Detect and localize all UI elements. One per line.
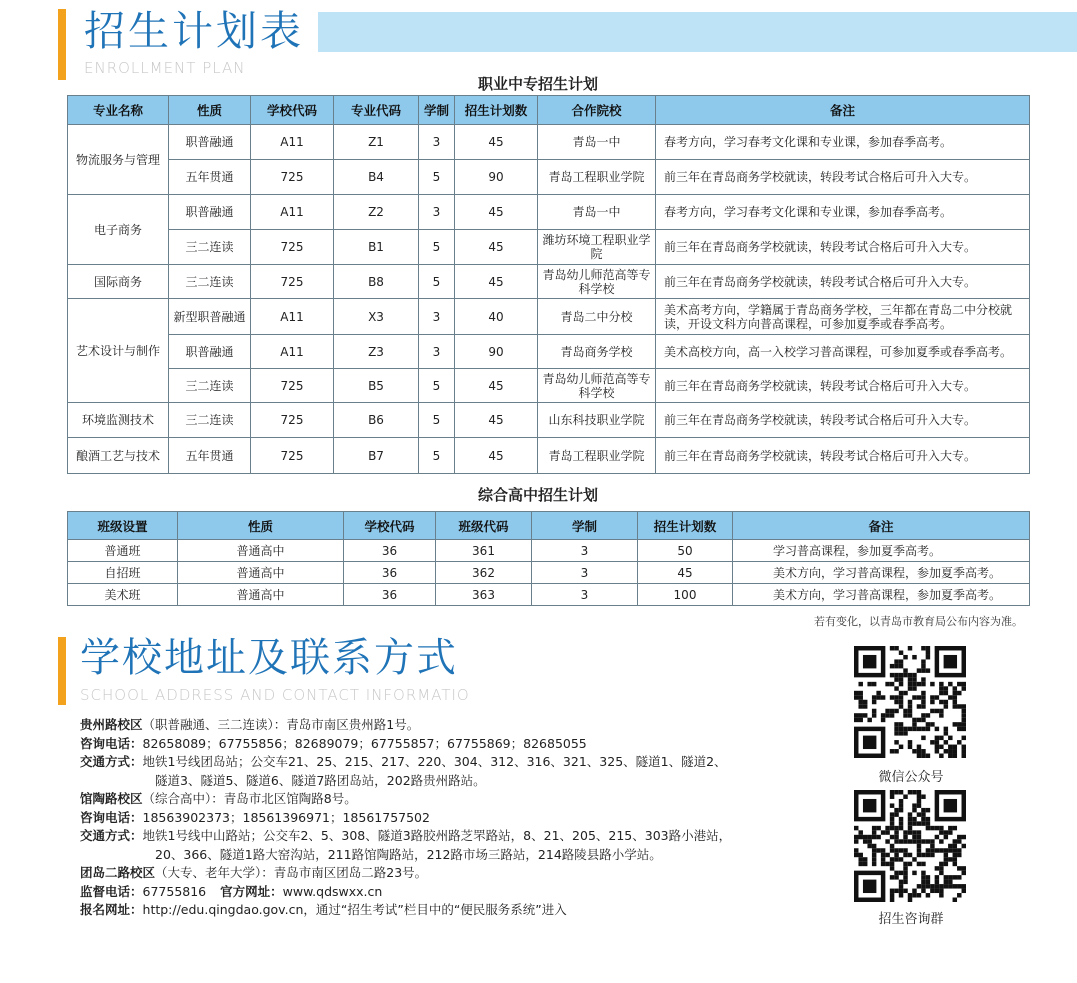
campus3-address: （大专、老年大学）：青岛市南区团岛二路23号。	[155, 865, 428, 880]
phone-label-2: 咨询电话：	[80, 809, 143, 825]
major-name-cell: 国际商务	[68, 265, 169, 299]
vocational-cell: 5	[419, 265, 455, 299]
vocational-header-cell: 专业名称	[68, 96, 169, 125]
vocational-cell: 山东科技职业学院	[538, 403, 656, 438]
header-accent-bar	[58, 9, 66, 80]
vocational-cell: 五年贯通	[169, 438, 251, 474]
vocational-cell: B4	[334, 160, 419, 195]
vocational-cell: 45	[455, 369, 538, 403]
vocational-cell: 90	[455, 160, 538, 195]
vocational-cell: 新型职普融通	[169, 299, 251, 335]
vocational-cell: 45	[455, 195, 538, 230]
campus1-traffic-line	[80, 753, 840, 772]
vocational-cell: 5	[419, 230, 455, 265]
remark-cell: 春考方向，学习春考文化课和专业课，参加春季高考。	[656, 125, 1030, 160]
vocational-cell: 45	[455, 265, 538, 299]
comprehensive-header-cell: 学制	[532, 512, 638, 540]
vocational-cell: 5	[419, 403, 455, 438]
remark-cell: 前三年在青岛商务学校就读，转段考试合格后可升入大专。	[656, 230, 1030, 265]
remark-cell: 前三年在青岛商务学校就读，转段考试合格后可升入大专。	[656, 369, 1030, 403]
remark-cell: 前三年在青岛商务学校就读，转段考试合格后可升入大专。	[656, 403, 1030, 438]
vocational-cell: 五年贯通	[169, 160, 251, 195]
signup-line	[80, 901, 840, 920]
comprehensive-cell: 363	[436, 584, 532, 606]
remark-cell: 春考方向，学习春考文化课和专业课，参加春季高考。	[656, 195, 1030, 230]
campus1-phone-line	[80, 735, 840, 754]
vocational-cell: Z1	[334, 125, 419, 160]
remark-cell: 前三年在青岛商务学校就读，转段考试合格后可升入大专。	[656, 160, 1030, 195]
vocational-cell: 725	[251, 160, 334, 195]
comprehensive-cell: 普通班	[68, 540, 178, 562]
vocational-cell: 3	[419, 299, 455, 335]
vocational-cell: B7	[334, 438, 419, 474]
campus1-traffic: 地铁1号线团岛站；公交车21、25、215、217、220、304、312、316、321、325、隧道1、隧道2、	[142, 754, 727, 769]
comprehensive-cell: 50	[638, 540, 733, 562]
vocational-cell: 三二连读	[169, 369, 251, 403]
website-link[interactable]: www.qdswxx.cn	[282, 883, 383, 899]
vocational-cell: 三二连读	[169, 403, 251, 438]
vocational-plan-table	[67, 95, 1030, 474]
comprehensive-cell: 100	[638, 584, 733, 606]
comprehensive-cell: 36	[344, 540, 436, 562]
vocational-row	[68, 195, 1030, 230]
vocational-row	[68, 335, 1030, 369]
major-name-cell: 环境监测技术	[68, 403, 169, 438]
comprehensive-cell: 自招班	[68, 562, 178, 584]
enrollment-group-qr-code	[854, 790, 966, 902]
comprehensive-row	[68, 584, 1030, 606]
vocational-row	[68, 160, 1030, 195]
remark-cell: 美术高考方向，学籍属于青岛商务学校，三年都在青岛二中分校就读，开设文科方向普高课程，可参加夏季或春季高考。	[656, 299, 1030, 335]
supervise-phone: 67755816	[142, 883, 207, 899]
vocational-row	[68, 403, 1030, 438]
comprehensive-header-cell: 班级代码	[436, 512, 532, 540]
vocational-cell: A11	[251, 335, 334, 369]
vocational-cell: 3	[419, 125, 455, 160]
vocational-cell: A11	[251, 125, 334, 160]
header-band	[318, 12, 1077, 52]
vocational-cell: 职普融通	[169, 335, 251, 369]
vocational-cell: B6	[334, 403, 419, 438]
vocational-cell: 青岛一中	[538, 125, 656, 160]
vocational-cell: 3	[419, 195, 455, 230]
vocational-cell: B5	[334, 369, 419, 403]
campus2-traffic-line	[80, 827, 840, 846]
phone-label: 咨询电话：	[80, 735, 143, 751]
campus1-address: （职普融通、三二连读）：青岛市南区贵州路1号。	[142, 717, 420, 732]
vocational-row	[68, 369, 1030, 403]
vocational-cell: 青岛幼儿师范高等专科学校	[538, 265, 656, 299]
section-title-enrollment: 招生计划表	[84, 7, 304, 55]
campus2-phone-line	[80, 809, 840, 828]
comprehensive-cell: 45	[638, 562, 733, 584]
vocational-row	[68, 299, 1030, 335]
vocational-table-title: 职业中专招生计划	[477, 75, 598, 93]
comprehensive-row	[68, 562, 1030, 584]
supervise-label: 监督电话：	[80, 883, 143, 899]
campus3-line	[80, 864, 840, 883]
wechat-qr-code	[854, 646, 966, 758]
campus2-phones: 18563902373；18561396971；18561757502	[142, 809, 430, 825]
vocational-cell: 45	[455, 403, 538, 438]
vocational-header-cell: 合作院校	[538, 96, 656, 125]
campus2-line	[80, 790, 840, 809]
vocational-header-cell: 备注	[656, 96, 1030, 125]
comprehensive-cell: 361	[436, 540, 532, 562]
vocational-cell: 725	[251, 403, 334, 438]
vocational-cell: 90	[455, 335, 538, 369]
website-label: 官方网址：	[220, 883, 283, 899]
vocational-cell: 青岛工程职业学院	[538, 160, 656, 195]
major-name-cell: 艺术设计与制作	[68, 299, 169, 403]
vocational-cell: 45	[455, 125, 538, 160]
remark-cell: 美术高校方向，高一入校学习普高课程，可参加夏季或春季高考。	[656, 335, 1030, 369]
comprehensive-header-cell: 性质	[178, 512, 344, 540]
remark-cell: 前三年在青岛商务学校就读，转段考试合格后可升入大专。	[656, 265, 1030, 299]
vocational-cell: 青岛工程职业学院	[538, 438, 656, 474]
section-subtitle-contact: SCHOOL ADDRESS AND CONTACT INFORMATIO	[80, 686, 470, 704]
vocational-row	[68, 230, 1030, 265]
vocational-header-cell: 招生计划数	[455, 96, 538, 125]
comprehensive-cell: 3	[532, 584, 638, 606]
vocational-cell: 职普融通	[169, 125, 251, 160]
major-name-cell: 酿酒工艺与技术	[68, 438, 169, 474]
comprehensive-cell: 362	[436, 562, 532, 584]
table-footnote: 若有变化，以青岛市教育局公布内容为准。	[814, 615, 1023, 628]
campus2-traffic-cont: 20、366、隧道1路大窑沟站，211路馆陶路站，212路市场三路站，214路陵县路小学站。	[155, 846, 662, 862]
comprehensive-cell: 普通高中	[178, 540, 344, 562]
vocational-cell: 40	[455, 299, 538, 335]
vocational-cell: 青岛二中分校	[538, 299, 656, 335]
supervise-line	[80, 883, 840, 902]
signup-link[interactable]: http://edu.qingdao.gov.cn，通过“招生考试”栏目中的“便民服务系统”进入	[142, 902, 567, 917]
contact-info	[80, 716, 840, 920]
contact-header-accent-bar	[58, 637, 66, 705]
comprehensive-table-title: 综合高中招生计划	[477, 486, 598, 504]
comprehensive-row	[68, 540, 1030, 562]
vocational-header-cell: 专业代码	[334, 96, 419, 125]
comprehensive-plan-table	[67, 511, 1030, 606]
vocational-cell: Z2	[334, 195, 419, 230]
vocational-cell: 青岛幼儿师范高等专科学校	[538, 369, 656, 403]
vocational-cell: X3	[334, 299, 419, 335]
remark-cell: 美术方向，学习普高课程，参加夏季高考。	[733, 562, 1030, 584]
vocational-header-cell: 学校代码	[251, 96, 334, 125]
comprehensive-header-cell: 备注	[733, 512, 1030, 540]
vocational-cell: 职普融通	[169, 195, 251, 230]
section-title-contact: 学校地址及联系方式	[80, 635, 458, 681]
comprehensive-cell: 36	[344, 584, 436, 606]
vocational-cell: Z3	[334, 335, 419, 369]
vocational-cell: 725	[251, 369, 334, 403]
vocational-cell: B1	[334, 230, 419, 265]
vocational-cell: 3	[419, 335, 455, 369]
vocational-cell: 青岛商务学校	[538, 335, 656, 369]
section-subtitle-enrollment: ENROLLMENT PLAN	[84, 59, 246, 77]
vocational-cell: 725	[251, 438, 334, 474]
vocational-cell: 5	[419, 160, 455, 195]
vocational-cell: 三二连读	[169, 265, 251, 299]
vocational-cell: 725	[251, 230, 334, 265]
campus1-traffic-cont: 隧道3、隧道5、隧道6、隧道7路团岛站，202路贵州路站。	[155, 772, 486, 788]
campus2-traffic: 地铁1号线中山路站；公交车2、5、308、隧道3路胶州路芝罘路站，8、21、205、215、303路小港站，	[142, 828, 732, 843]
comprehensive-cell: 36	[344, 562, 436, 584]
major-name-cell: 电子商务	[68, 195, 169, 265]
campus2-label: 馆陶路校区	[80, 791, 143, 806]
signup-label: 报名网址：	[80, 902, 143, 917]
traffic-label: 交通方式：	[80, 754, 143, 769]
vocational-cell: 青岛一中	[538, 195, 656, 230]
vocational-cell: A11	[251, 299, 334, 335]
vocational-cell: 45	[455, 438, 538, 474]
wechat-qr-caption: 微信公众号	[878, 770, 944, 785]
campus2-address: （综合高中）：青岛市北区馆陶路8号。	[142, 791, 357, 806]
vocational-cell: A11	[251, 195, 334, 230]
major-name-cell: 物流服务与管理	[68, 125, 169, 195]
enrollment-group-qr-caption: 招生咨询群	[878, 912, 944, 927]
comprehensive-header-cell: 班级设置	[68, 512, 178, 540]
vocational-cell: 5	[419, 438, 455, 474]
comprehensive-cell: 3	[532, 562, 638, 584]
comprehensive-cell: 普通高中	[178, 562, 344, 584]
vocational-header-cell: 学制	[419, 96, 455, 125]
campus1-label: 贵州路校区	[80, 717, 143, 732]
campus1-phones: 82658089；67755856；82689079；67755857；67755869；82685055	[142, 735, 587, 751]
vocational-cell: 45	[455, 230, 538, 265]
vocational-row	[68, 125, 1030, 160]
remark-cell: 美术方向，学习普高课程，参加夏季高考。	[733, 584, 1030, 606]
vocational-row	[68, 438, 1030, 474]
vocational-cell: B8	[334, 265, 419, 299]
vocational-cell: 5	[419, 369, 455, 403]
comprehensive-cell: 美术班	[68, 584, 178, 606]
remark-cell: 前三年在青岛商务学校就读，转段考试合格后可升入大专。	[656, 438, 1030, 474]
remark-cell: 学习普高课程，参加夏季高考。	[733, 540, 1030, 562]
vocational-cell: 725	[251, 265, 334, 299]
traffic-label-2: 交通方式：	[80, 828, 143, 843]
comprehensive-cell: 3	[532, 540, 638, 562]
vocational-row	[68, 265, 1030, 299]
campus3-label: 团岛二路校区	[80, 865, 156, 880]
vocational-cell: 三二连读	[169, 230, 251, 265]
vocational-cell: 潍坊环境工程职业学院	[538, 230, 656, 265]
comprehensive-cell: 普通高中	[178, 584, 344, 606]
comprehensive-header-cell: 招生计划数	[638, 512, 733, 540]
comprehensive-header-cell: 学校代码	[344, 512, 436, 540]
campus1-line	[80, 716, 840, 735]
vocational-header-cell: 性质	[169, 96, 251, 125]
